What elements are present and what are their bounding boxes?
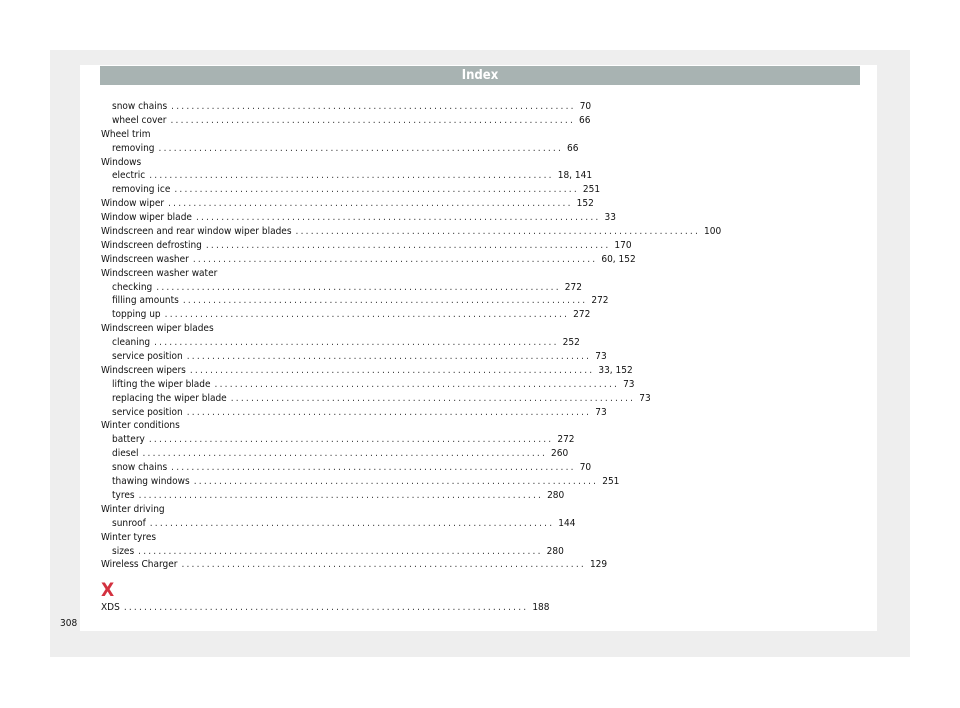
dot-leader: ................................................................................ <box>123 602 529 614</box>
index-entry <box>101 211 616 225</box>
index-page-ref[interactable]: 144 <box>558 517 576 529</box>
dot-leader: ................................................................................ <box>164 309 570 321</box>
index-term: thawing windows <box>112 476 190 488</box>
page-header: Index <box>100 66 860 85</box>
index-term: snow chains <box>112 101 168 112</box>
index-page-ref[interactable]: 272 <box>557 434 575 446</box>
index-term: sizes <box>112 545 135 557</box>
index-term: replacing the wiper blade <box>112 392 227 404</box>
dot-leader: ................................................................................ <box>142 448 547 460</box>
index-column <box>101 100 722 615</box>
index-term: Winter conditions <box>101 420 180 432</box>
index-term: XDS <box>101 602 120 614</box>
index-term: filling amounts <box>112 295 179 307</box>
index-heading <box>101 531 341 545</box>
index-term: Winter driving <box>101 503 165 515</box>
index-page-ref[interactable]: 251 <box>582 184 601 196</box>
dot-leader: ................................................................................ <box>158 142 564 154</box>
index-page-ref[interactable]: 100 <box>704 226 722 238</box>
index-term: sunroof <box>112 517 146 529</box>
index-entry <box>101 447 569 461</box>
dot-leader: ................................................................................ <box>295 226 701 238</box>
dot-leader: ................................................................................ <box>148 434 554 446</box>
index-term: wheel cover <box>112 114 167 126</box>
index-term: service position <box>112 351 183 363</box>
index-term: Wireless Charger <box>101 559 178 571</box>
dot-leader: ................................................................................ <box>192 253 598 265</box>
index-list-w <box>101 100 722 572</box>
index-entry <box>101 239 632 253</box>
index-term: tyres <box>112 489 135 501</box>
index-entry <box>101 225 722 239</box>
index-page-ref[interactable]: 66 <box>567 142 579 154</box>
dot-leader: ................................................................................ <box>195 212 601 224</box>
index-term: Wheel trim <box>101 128 151 140</box>
index-heading <box>101 322 341 336</box>
index-entry <box>101 392 651 406</box>
index-page-ref[interactable]: 251 <box>602 476 620 488</box>
index-page-ref[interactable]: 70 <box>579 462 592 474</box>
index-entry <box>101 378 635 392</box>
index-entry <box>101 433 575 447</box>
index-entry <box>101 601 550 615</box>
index-term: Windscreen and rear window wiper blades <box>101 226 292 238</box>
index-entry <box>101 308 591 322</box>
index-page-ref[interactable]: 73 <box>595 406 607 418</box>
index-entry <box>101 558 608 572</box>
index-entry <box>101 100 592 114</box>
index-page-ref[interactable]: 188 <box>532 602 550 614</box>
index-term: diesel <box>112 448 139 460</box>
dot-leader: ................................................................................ <box>138 489 544 501</box>
index-page-ref[interactable]: 280 <box>546 545 564 557</box>
index-term: electric <box>112 170 146 182</box>
dot-leader: ................................................................................ <box>149 170 554 182</box>
index-list-x <box>101 601 550 615</box>
index-heading <box>101 156 341 170</box>
index-term: Windows <box>101 156 142 168</box>
index-term: lifting the wiper blade <box>112 378 211 390</box>
dot-leader: ................................................................................ <box>189 364 595 376</box>
index-entry <box>101 281 582 295</box>
index-entry <box>101 475 620 489</box>
index-entry <box>101 350 607 364</box>
index-heading <box>101 128 341 142</box>
index-page-ref[interactable]: 129 <box>589 559 608 571</box>
dot-leader: ................................................................................ <box>193 476 599 488</box>
dot-leader: ................................................................................ <box>214 378 620 390</box>
dot-leader: ................................................................................ <box>149 517 555 529</box>
index-entry <box>101 294 609 308</box>
dot-leader: ................................................................................ <box>154 337 559 349</box>
index-entry <box>101 114 591 128</box>
dot-leader: ................................................................................ <box>171 462 576 474</box>
index-term: Window wiper <box>101 198 165 210</box>
dot-leader: ................................................................................ <box>182 295 588 307</box>
index-term: Windscreen wipers <box>101 364 186 376</box>
index-heading <box>101 503 341 517</box>
index-entry <box>101 197 594 211</box>
index-term: Windscreen wiper blades <box>101 323 214 335</box>
dot-leader: ................................................................................ <box>174 184 579 196</box>
dot-leader: ................................................................................ <box>171 101 576 112</box>
dot-leader: ................................................................................ <box>186 406 592 418</box>
index-page-ref[interactable]: 33, 152 <box>598 364 633 376</box>
index-page-ref[interactable]: 280 <box>547 489 565 501</box>
index-term: cleaning <box>112 337 151 349</box>
page-number: 308 <box>60 618 78 629</box>
index-page-ref[interactable]: 252 <box>562 337 580 349</box>
index-page-ref[interactable]: 73 <box>595 351 607 363</box>
index-page-ref[interactable]: 60, 152 <box>601 253 636 265</box>
index-term: checking <box>112 281 153 293</box>
index-page-ref[interactable]: 33 <box>604 212 616 224</box>
index-term: battery <box>112 434 145 446</box>
index-term: snow chains <box>112 462 168 474</box>
index-term: topping up <box>112 309 161 321</box>
index-entry <box>101 489 565 503</box>
index-entry <box>101 336 580 350</box>
index-page-ref[interactable]: 73 <box>639 392 651 404</box>
dot-leader: ................................................................................ <box>156 281 561 293</box>
index-entry <box>101 406 607 420</box>
index-term: Windscreen defrosting <box>101 239 202 251</box>
index-page-ref[interactable]: 272 <box>591 295 609 307</box>
index-entry <box>101 545 564 559</box>
dot-leader: ................................................................................ <box>168 198 573 210</box>
dot-leader: ................................................................................ <box>230 392 636 404</box>
index-term: removing <box>112 142 155 154</box>
index-entry <box>101 517 576 531</box>
index-entry <box>101 253 636 267</box>
index-heading <box>101 267 341 281</box>
index-entry <box>101 461 592 475</box>
index-page-ref[interactable]: 18, 141 <box>557 170 593 182</box>
index-page-ref[interactable]: 66 <box>579 114 591 126</box>
index-term: service position <box>112 406 183 418</box>
index-term: removing ice <box>112 184 171 196</box>
dot-leader: ................................................................................ <box>186 351 592 363</box>
dot-leader: ................................................................................ <box>205 239 611 251</box>
index-term: Winter tyres <box>101 531 157 543</box>
index-page-ref[interactable]: 272 <box>573 309 591 321</box>
index-heading <box>101 419 341 433</box>
index-entry <box>101 169 593 183</box>
index-page-ref[interactable]: 70 <box>579 101 592 112</box>
index-page-ref[interactable]: 170 <box>614 239 632 251</box>
index-term: Window wiper blade <box>101 212 192 224</box>
dot-leader: ................................................................................ <box>181 559 586 571</box>
dot-leader: ................................................................................ <box>138 545 543 557</box>
index-term: Windscreen washer water <box>101 267 218 279</box>
dot-leader: ................................................................................ <box>170 114 576 126</box>
index-page-ref[interactable]: 272 <box>564 281 582 293</box>
index-page-ref[interactable]: 152 <box>576 198 594 210</box>
index-page-ref[interactable]: 73 <box>623 378 635 390</box>
index-term: Windscreen washer <box>101 253 189 265</box>
index-section-letter: X <box>101 579 115 602</box>
index-entry <box>101 142 579 156</box>
index-page-ref[interactable]: 260 <box>551 448 569 460</box>
index-entry <box>101 183 601 197</box>
index-entry <box>101 364 633 378</box>
